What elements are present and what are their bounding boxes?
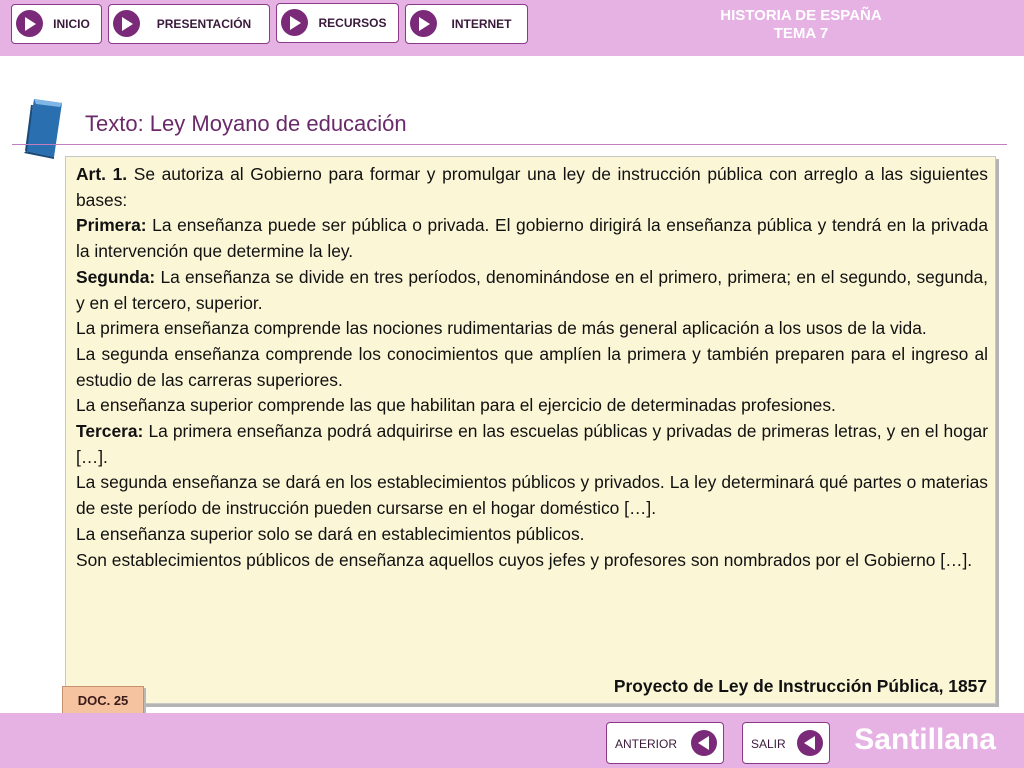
paragraph-body: La segunda enseñanza se dará en los establecimientos públicos y privados. La ley determinará qué partes o materias de este período de instrucción pueden cursarse en el hogar doméstico […]. — [76, 472, 988, 519]
course-header — [716, 7, 886, 43]
play-right-icon — [113, 10, 140, 37]
nav-inicio-label: INICIO — [53, 17, 90, 31]
paragraph-body: La primera enseñanza podrá adquirirse en las escuelas públicas y privadas de primeras letras, y en el hogar […]. — [76, 421, 988, 467]
nav-inicio-button[interactable] — [11, 4, 102, 44]
title-divider — [12, 144, 1007, 145]
play-left-icon — [797, 730, 823, 756]
course-unit: TEMA 7 — [773, 25, 829, 42]
paragraph-lead: Tercera: — [76, 421, 144, 442]
exit-label: SALIR — [751, 737, 786, 751]
brand-logo: Santillana — [854, 723, 996, 756]
paragraph-lead: Art. 1. — [76, 164, 128, 184]
paragraph-body: Se autoriza al Gobierno para formar y promulgar una ley de instrucción pública con arreglo a las siguientes bases: — [76, 164, 988, 210]
paragraph-body: La primera enseñanza comprende las nociones rudimentarias de más general aplicación a los usos de la vida. — [76, 318, 927, 339]
document-paragraph — [76, 419, 988, 470]
nav-recursos-button[interactable] — [276, 3, 399, 43]
document-paragraph — [76, 470, 988, 521]
play-left-icon — [691, 730, 717, 756]
nav-recursos-label: RECURSOS — [318, 16, 387, 30]
document-paragraph — [76, 162, 988, 213]
document-paragraph — [76, 522, 988, 548]
document-source: Proyecto de Ley de Instrucción Pública, 1857 — [613, 676, 987, 696]
paragraph-body: La enseñanza superior comprende las que habilitan para el ejercicio de determinadas profesiones. — [76, 395, 836, 416]
document-paragraph — [76, 316, 988, 342]
paragraph-body: La enseñanza puede ser pública o privada. El gobierno dirigirá la enseñanza pública y tendrá en la privada la intervención que determine la ley. — [76, 215, 988, 262]
document-paragraph — [76, 393, 988, 419]
document-paragraph — [76, 548, 988, 574]
nav-internet-label: INTERNET — [451, 17, 512, 31]
nav-internet-button[interactable] — [405, 4, 528, 44]
paragraph-body: La enseñanza se divide en tres períodos, denominándose en el primero, primera; en el segundo, segunda, y en el tercero, superior. — [76, 266, 988, 313]
nav-presentacion-label: PRESENTACIÓN — [156, 17, 252, 31]
paragraph-body: La segunda enseñanza comprende los conocimientos que amplíen la primera y también preparen para el ingreso al estudio de las carreras superiores. — [76, 343, 988, 390]
document-paragraph — [76, 265, 988, 316]
play-right-icon — [410, 10, 437, 37]
previous-label: ANTERIOR — [615, 737, 678, 751]
book-icon — [24, 97, 64, 164]
course-subject: HISTORIA DE ESPAÑA — [720, 7, 882, 24]
paragraph-lead: Segunda: — [76, 266, 156, 287]
exit-button[interactable] — [742, 722, 830, 764]
document-badge: DOC. 25 — [62, 686, 144, 714]
nav-presentacion-button[interactable] — [108, 4, 270, 44]
paragraph-body: Son establecimientos públicos de enseñanza aquellos cuyos jefes y profesores son nombrados por el Gobierno […]. — [76, 549, 973, 570]
play-right-icon — [16, 10, 43, 37]
play-right-icon — [281, 9, 308, 36]
paragraph-body: La enseñanza superior solo se dará en establecimientos públicos. — [76, 523, 585, 544]
document-text — [76, 162, 988, 573]
document-paragraph — [76, 342, 988, 393]
page-title: Texto: Ley Moyano de educación — [85, 111, 407, 136]
previous-button[interactable] — [606, 722, 724, 764]
paragraph-lead: Primera: — [76, 215, 147, 236]
document-paragraph — [76, 213, 988, 264]
